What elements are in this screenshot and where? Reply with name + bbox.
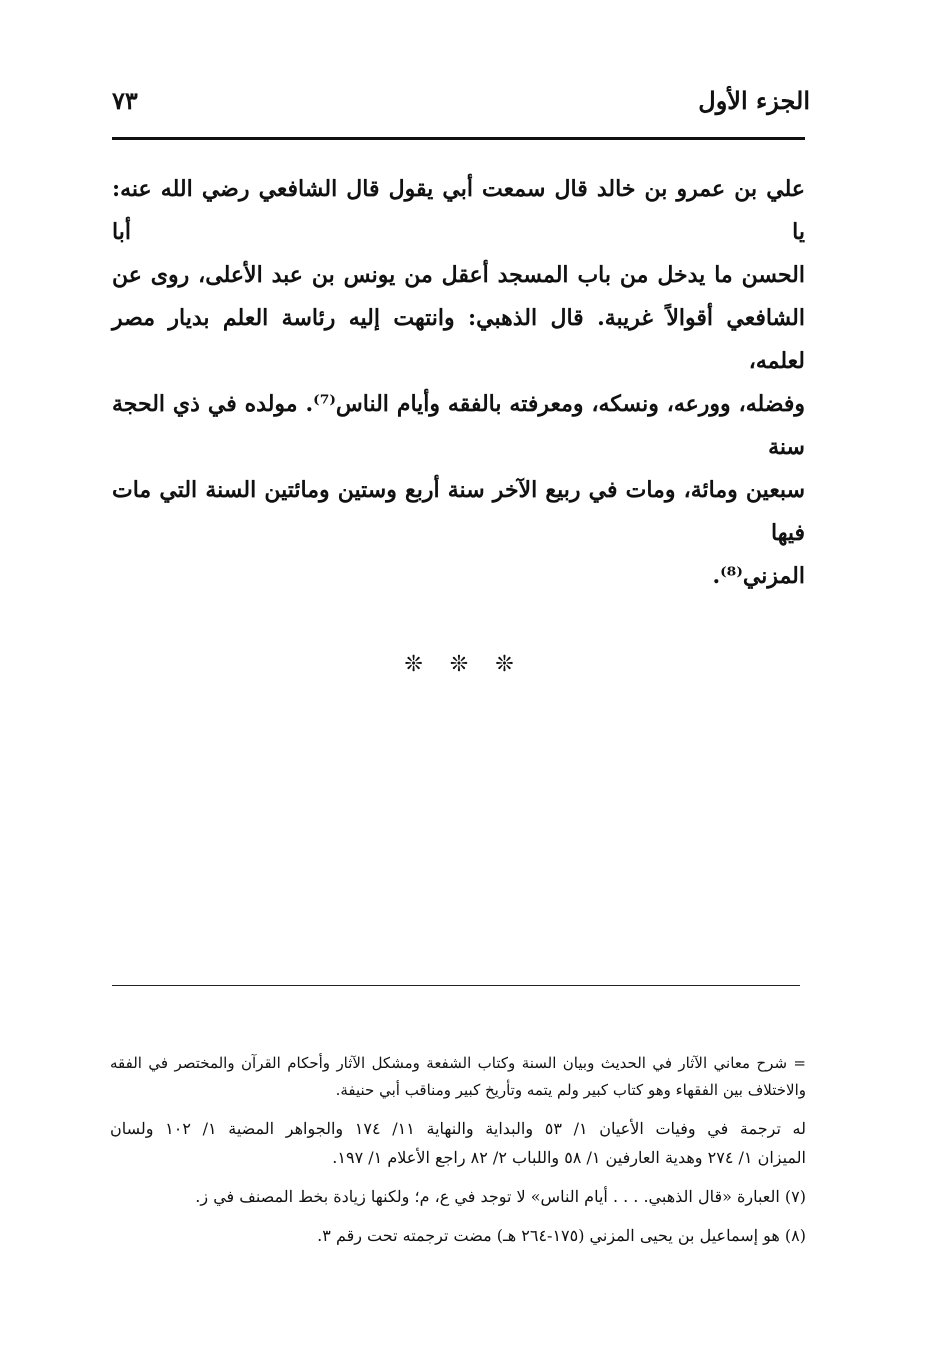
- text-line: الحسن ما يدخل من باب المسجد أعقل من يونس بن عبد الأعلى، روى عن: [112, 262, 805, 288]
- text-line: المزني⁽⁸⁾.: [712, 563, 805, 589]
- main-text: [112, 168, 805, 598]
- footnote-line: له ترجمة في وفيات الأعيان ١/ ٥٣ والبداية والنهاية ١١/ ١٧٤ والجواهر المضية ١/ ١٠٢ ولسان: [110, 1119, 807, 1138]
- section-ornament: ❊ ❊ ❊: [404, 652, 524, 677]
- footnote-7: [110, 1182, 806, 1211]
- text-line: الشافعي أقوالاً غريبة. قال الذهبي: وانتهت إليه رئاسة العلم بديار مصر لعلمه،: [112, 305, 805, 374]
- footnote-biography: [110, 1114, 806, 1172]
- footnote-line: (٧) العبارة «قال الذهبي. . . . أيام الناس» لا توجد في ع، م؛ ولكنها زيادة بخط المصنف في ز.: [195, 1187, 806, 1206]
- text-line: سبعين ومائة، ومات في ربيع الآخر سنة أربع وستين ومائتين السنة التي مات فيها: [112, 477, 805, 546]
- footnote-continuation: [110, 1050, 806, 1104]
- footnote-line: الميزان ١/ ٢٧٤ وهدية العارفين ١/ ٥٨ واللباب ٢/ ٨٢ راجع الأعلام ١/ ١٩٧.: [332, 1148, 806, 1167]
- footnote-line: = شرح معاني الآثار في الحديث وبيان السنة وكتاب الشفعة ومشكل الآثار وأحكام القرآن والمختصر في الفقه: [110, 1054, 806, 1072]
- page-number: ٧٣: [112, 86, 138, 115]
- footnotes: [110, 1050, 806, 1260]
- footnote-line: (٨) هو إسماعيل بن يحيى المزني (١٧٥-٢٦٤ هـ) مضت ترجمته تحت رقم ٣.: [317, 1226, 806, 1245]
- footnote-8: [110, 1221, 806, 1250]
- header-rule: [112, 137, 805, 140]
- text-line: وفضله، وورعه، ونسكه، ومعرفته بالفقه وأيام الناس⁽⁷⁾. مولده في ذي الحجة سنة: [112, 391, 805, 460]
- footnote-line: والاختلاف بين الفقهاء وهو كتاب كبير ولم يتمه وتأريخ كبير ومناقب أبي حنيفة.: [335, 1081, 806, 1099]
- footnote-rule: [112, 985, 800, 986]
- text-line: علي بن عمرو بن خالد قال سمعت أبي يقول قال الشافعي رضي الله عنه: يا أبا: [112, 176, 805, 245]
- running-header-title: الجزء الأول: [698, 86, 810, 115]
